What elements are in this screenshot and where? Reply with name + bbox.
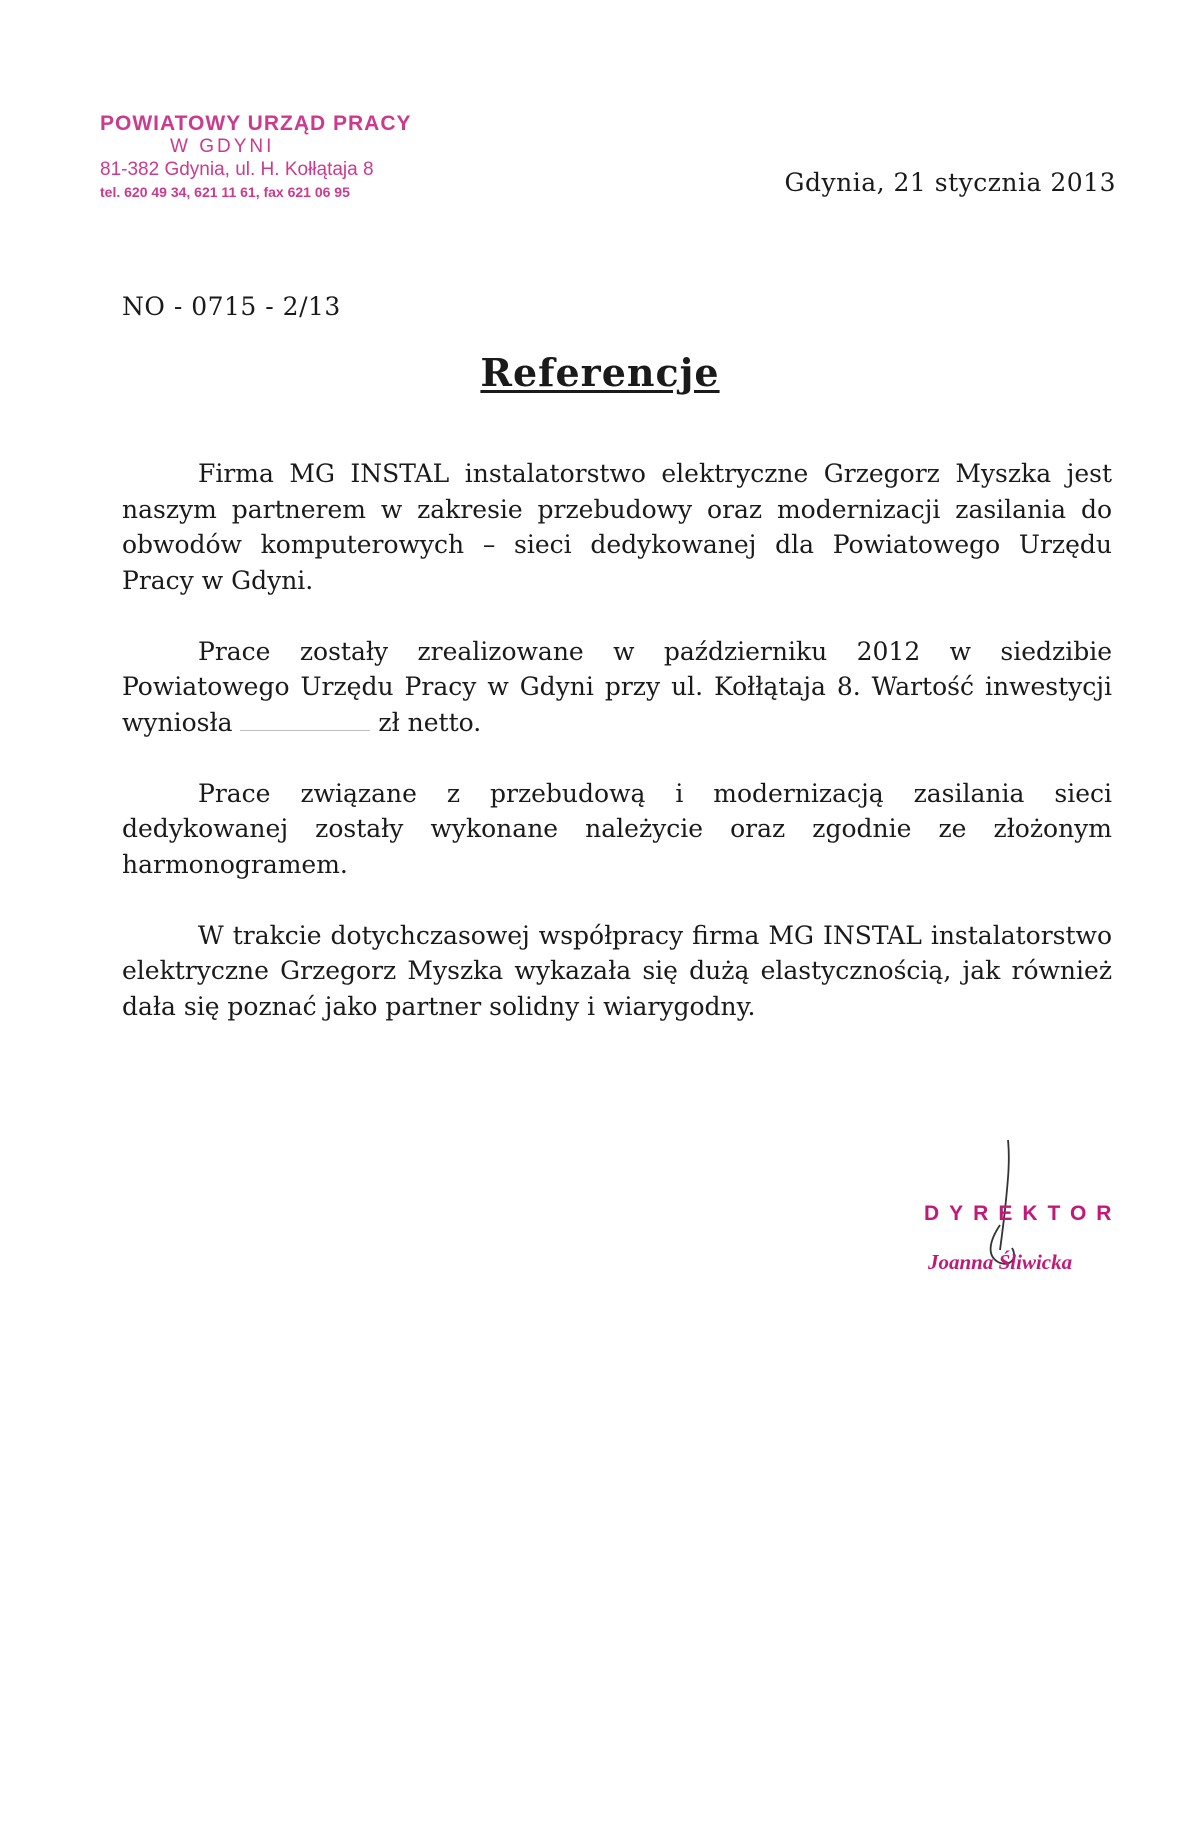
paragraph-works-text: Prace zostały zrealizowane w październiku 2012 w siedzibie Powiatowego Urzędu Pracy w Gdyni przy ul. Kołłątaja 8. Wartość inwestycji wyniosła [122,636,1112,737]
paragraph-partnership: Firma MG INSTAL instalatorstwo elektryczne Grzegorz Myszka jest naszym partnerem w zakresie przebudowy oraz modernizacji zasilania do obwodów komputerowych – sieci dedykowanej dla Powiatowego Urzędu Pracy w Gdyni. [122,459,1112,595]
signature-block [920,1130,1150,1300]
paragraph-works-completed [122,634,1112,741]
office-stamp [100,112,440,202]
paragraph-quality: Prace związane z przebudową i modernizacją zasilania sieci dedykowanej zostały wykonane należycie oraz zgodnie ze złożonym harmonogramem. [122,778,1112,879]
reference-number: NO - 0715 - 2/13 [122,292,341,321]
document-title: Referencje [480,350,720,395]
signature-title: DYREKTOR [924,1202,1122,1225]
stamp-office-name: POWIATOWY URZĄD PRACY [100,112,412,135]
document-date: Gdynia, 21 stycznia 2013 [784,168,1116,197]
signature-name: Joanna Śliwicka [928,1250,1073,1274]
stamp-city: W GDYNI [170,136,275,157]
redacted-amount [240,729,370,731]
stamp-phone: tel. 620 49 34, 621 11 61, fax 621 06 95 [100,184,350,200]
paragraph-works-currency: zł netto. [378,707,482,737]
letter-body [122,456,1112,1060]
paragraph-cooperation: W trakcie dotychczasowej współpracy firma MG INSTAL instalatorstwo elektryczne Grzegorz Myszka wykazała się dużą elastycznością, jak również dała się poznać jako partner solidny i wiarygodny. [122,920,1112,1021]
stamp-address: 81-382 Gdynia, ul. H. Kołłątaja 8 [100,159,374,180]
